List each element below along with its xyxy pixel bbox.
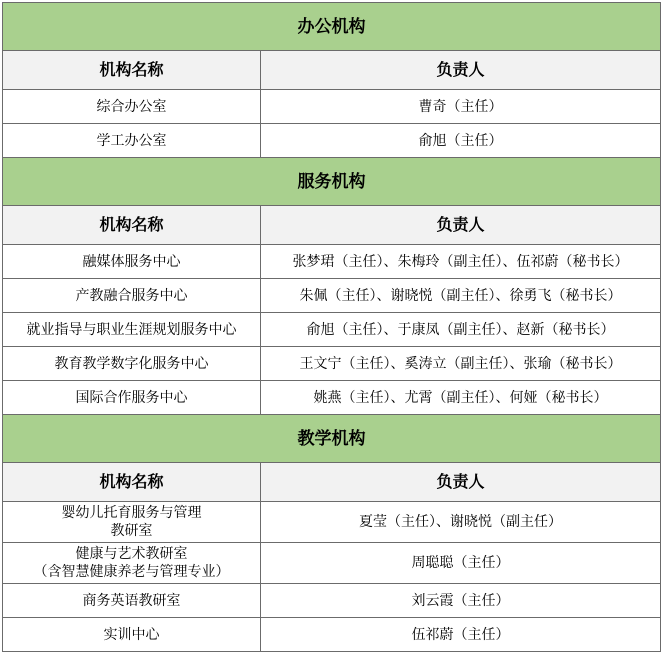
org-name-cell: 融媒体服务中心 xyxy=(3,245,261,279)
table-row xyxy=(3,347,661,381)
head-cell: 朱佩（主任）、谢晓悦（副主任）、徐勇飞（秘书长） xyxy=(261,279,661,313)
table-row xyxy=(3,502,661,543)
org-name-cell: 教育教学数字化服务中心 xyxy=(3,347,261,381)
org-name-cell xyxy=(3,502,261,543)
head-cell: 王文宁（主任）、奚涛立（副主任）、张瑜（秘书长） xyxy=(261,347,661,381)
table-row xyxy=(3,313,661,347)
section-title: 办公机构 xyxy=(3,3,661,51)
column-header-row xyxy=(3,206,661,245)
column-header-org: 机构名称 xyxy=(3,463,261,502)
head-cell: 姚燕（主任）、尤霄（副主任）、何娅（秘书长） xyxy=(261,381,661,415)
head-cell: 俞旭（主任） xyxy=(261,124,661,158)
org-name-cell: 就业指导与职业生涯规划服务中心 xyxy=(3,313,261,347)
table-row xyxy=(3,381,661,415)
org-name-line: 婴幼儿托育服务与管理 xyxy=(61,505,202,521)
head-cell: 俞旭（主任）、于康凤（副主任）、赵新（秘书长） xyxy=(261,313,661,347)
org-name-cell: 学工办公室 xyxy=(3,124,261,158)
org-name-cell xyxy=(3,543,261,584)
column-header-head: 负责人 xyxy=(261,51,661,90)
head-cell: 曹奇（主任） xyxy=(261,90,661,124)
column-header-row xyxy=(3,463,661,502)
column-header-head: 负责人 xyxy=(261,463,661,502)
column-header-org: 机构名称 xyxy=(3,206,261,245)
table-row xyxy=(3,245,661,279)
org-name-cell: 综合办公室 xyxy=(3,90,261,124)
section-title: 服务机构 xyxy=(3,158,661,206)
org-name-cell: 商务英语教研室 xyxy=(3,584,261,618)
section-header-service xyxy=(3,158,661,206)
table-row xyxy=(3,618,661,652)
section-header-teaching xyxy=(3,415,661,463)
org-name-cell: 产教融合服务中心 xyxy=(3,279,261,313)
organization-table xyxy=(2,2,661,652)
table-row xyxy=(3,124,661,158)
head-cell: 周聪聪（主任） xyxy=(261,543,661,584)
head-cell: 夏莹（主任）、谢晓悦（副主任） xyxy=(261,502,661,543)
table-row xyxy=(3,543,661,584)
org-name-line: （含智慧健康养老与管理专业） xyxy=(33,564,230,580)
org-name-line: 教研室 xyxy=(110,523,153,539)
column-header-row xyxy=(3,51,661,90)
section-title: 教学机构 xyxy=(3,415,661,463)
org-name-cell: 国际合作服务中心 xyxy=(3,381,261,415)
table-row xyxy=(3,279,661,313)
head-cell: 伍祁蔚（主任） xyxy=(261,618,661,652)
column-header-head: 负责人 xyxy=(261,206,661,245)
org-name-line: 健康与艺术教研室 xyxy=(75,546,188,562)
org-name-cell: 实训中心 xyxy=(3,618,261,652)
column-header-org: 机构名称 xyxy=(3,51,261,90)
table-row xyxy=(3,584,661,618)
table-row xyxy=(3,90,661,124)
head-cell: 张梦珺（主任）、朱梅玲（副主任）、伍祁蔚（秘书长） xyxy=(261,245,661,279)
section-header-office xyxy=(3,3,661,51)
head-cell: 刘云霞（主任） xyxy=(261,584,661,618)
